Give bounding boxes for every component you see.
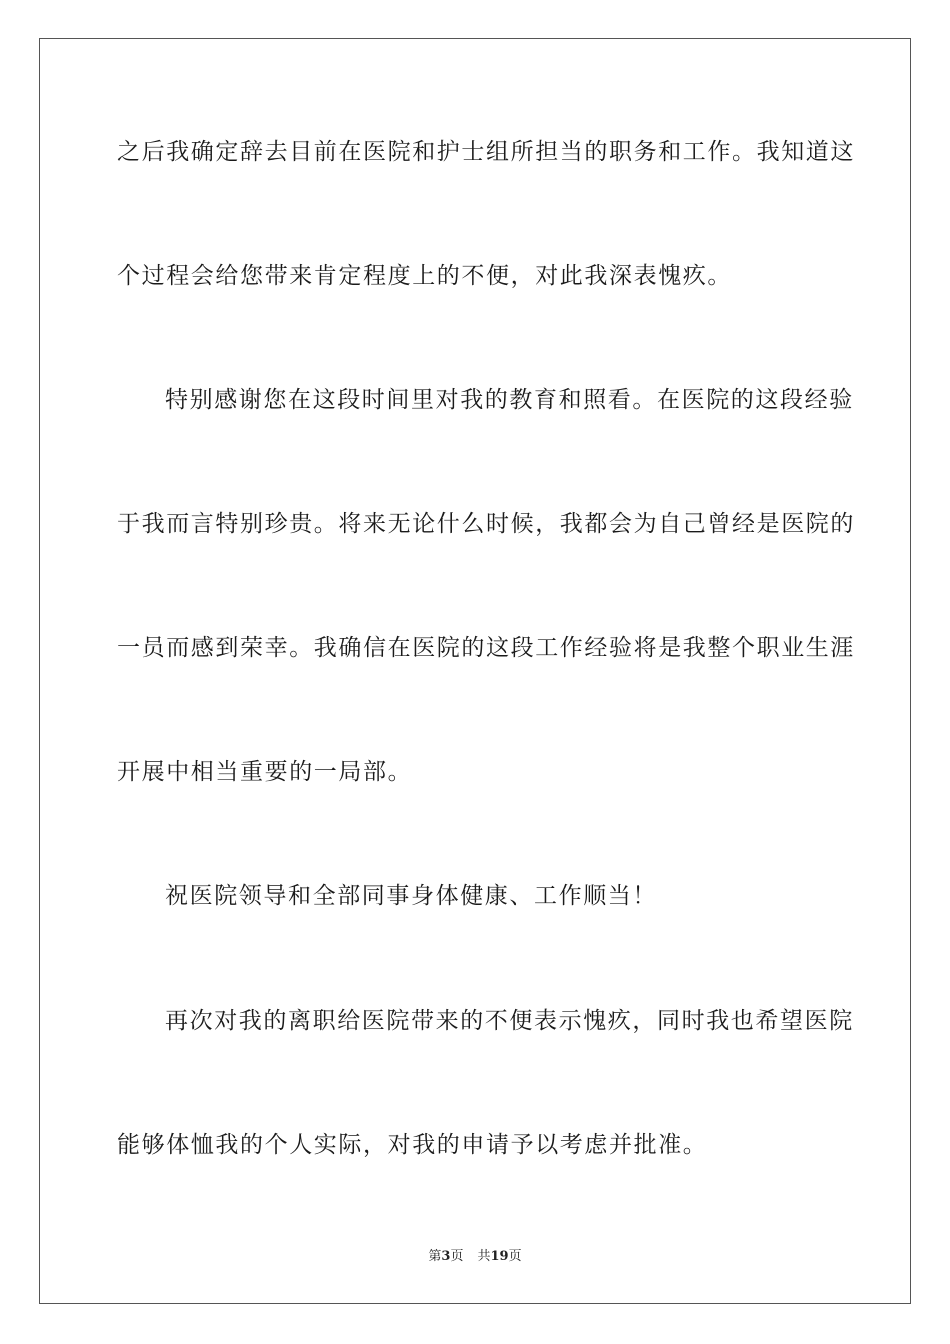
footer-page-prefix: 第 <box>428 1249 442 1264</box>
footer-page-number: 3 <box>441 1249 451 1264</box>
body-line-2: 个过程会给您带来肯定程度上的不便，对此我深表愧疚。 <box>117 263 732 289</box>
page-border <box>39 38 911 1304</box>
body-line-1: 之后我确定辞去目前在医院和护士组所担当的职务和工作。我知道这 <box>117 139 855 165</box>
body-line-7: 祝医院领导和全部同事身体健康、工作顺当！ <box>165 883 657 909</box>
footer-total-suffix: 页 <box>508 1249 522 1264</box>
footer-total-prefix: 共 <box>477 1249 491 1264</box>
footer-total-pages: 19 <box>490 1249 509 1264</box>
footer-page-suffix: 页 <box>450 1249 464 1264</box>
body-line-8: 再次对我的离职给医院带来的不便表示愧疚，同时我也希望医院 <box>165 1008 854 1034</box>
page-footer <box>0 1248 950 1266</box>
body-line-6: 开展中相当重要的一局部。 <box>117 759 413 785</box>
body-line-4: 于我而言特别珍贵。将来无论什么时候，我都会为自己曾经是医院的 <box>117 511 855 537</box>
body-line-9: 能够体恤我的个人实际，对我的申请予以考虑并批准。 <box>117 1132 708 1158</box>
body-line-5: 一员而感到荣幸。我确信在医院的这段工作经验将是我整个职业生涯 <box>117 635 855 661</box>
body-line-3: 特别感谢您在这段时间里对我的教育和照看。在医院的这段经验 <box>165 387 854 413</box>
